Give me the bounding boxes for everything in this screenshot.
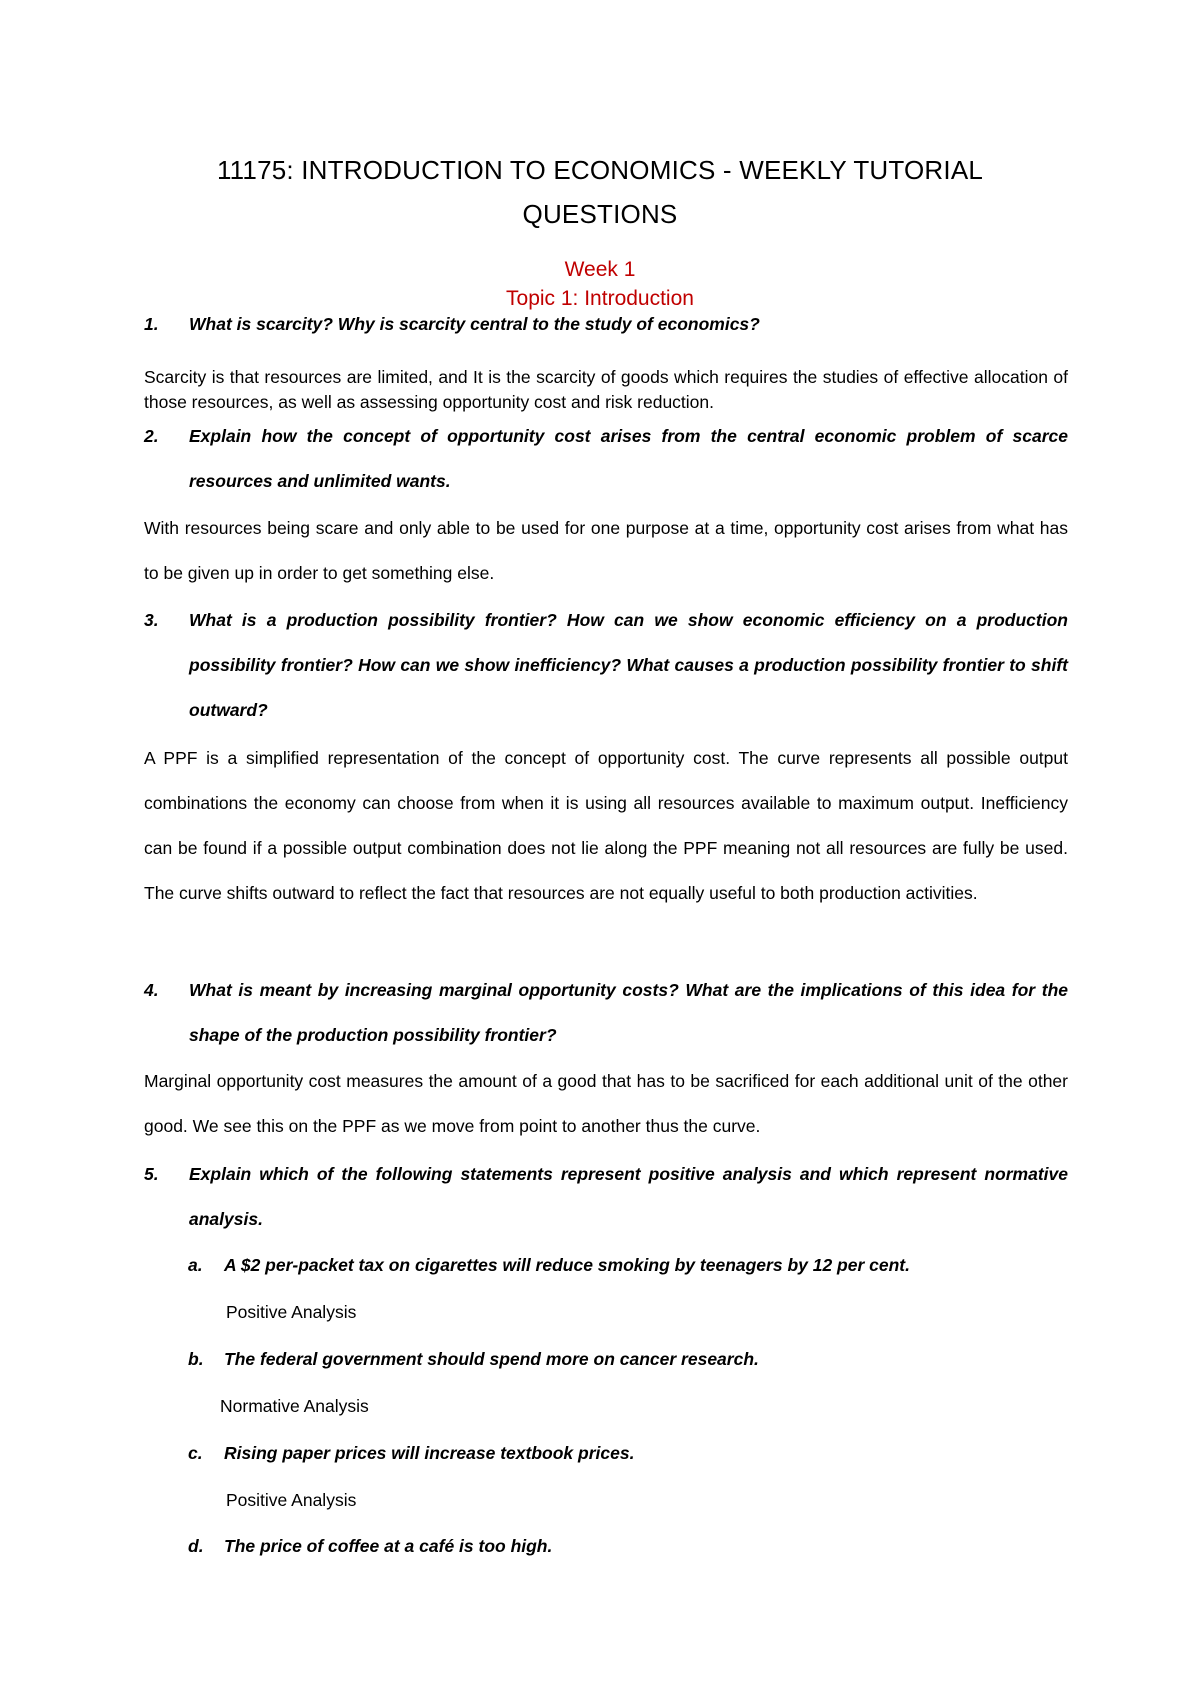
sub-question-text: A $2 per-packet tax on cigarettes will reduce smoking by teenagers by 12 per cent. bbox=[224, 1255, 910, 1275]
sub-answer-b: Normative Analysis bbox=[220, 1396, 369, 1416]
week-heading: Week 1 bbox=[564, 258, 636, 281]
question-number: 1. bbox=[144, 314, 159, 334]
sub-question-letter: c. bbox=[188, 1443, 203, 1463]
answer-4: Marginal opportunity cost measures the amount of a good that has to be sacrificed for each additional unit of the other good. We see this on the PPF as we move from point to another thus the curve. bbox=[144, 1071, 1068, 1136]
question-number: 4. bbox=[144, 980, 159, 1000]
sub-question-a bbox=[188, 1252, 1068, 1278]
question-1 bbox=[144, 311, 1068, 337]
sub-question-text: Rising paper prices will increase textbook prices. bbox=[224, 1443, 635, 1463]
question-text: What is a production possibility frontier? How can we show economic efficiency on a production possibility frontier? How can we show inefficiency? What causes a production possibility frontier to shift outward? bbox=[189, 610, 1068, 720]
question-3 bbox=[144, 598, 1068, 733]
sub-question-letter: d. bbox=[188, 1536, 204, 1556]
answer-3: A PPF is a simplified representation of the concept of opportunity cost. The curve represents all possible output combinations the economy can choose from when it is using all resources available to maximum output. Inefficiency can be found if a possible output combination does not lie along the PPF meaning not all resources are fully be used. The curve shifts outward to reflect the fact that resources are not equally useful to both production activities. bbox=[144, 748, 1068, 903]
answer-1: Scarcity is that resources are limited, and It is the scarcity of goods which requires the studies of effective allocation of those resources, as well as assessing opportunity cost and risk reduction. bbox=[144, 367, 1068, 412]
question-number: 3. bbox=[144, 610, 159, 630]
sub-question-letter: a. bbox=[188, 1255, 203, 1275]
page-title: 11175: INTRODUCTION TO ECONOMICS - WEEKLY TUTORIAL QUESTIONS bbox=[216, 155, 984, 229]
question-text: Explain how the concept of opportunity cost arises from the central economic problem of scarce resources and unlimited wants. bbox=[189, 426, 1068, 491]
topic-heading: Topic 1: Introduction bbox=[506, 287, 694, 310]
sub-question-text: The federal government should spend more on cancer research. bbox=[224, 1349, 759, 1369]
question-number: 5. bbox=[144, 1164, 159, 1184]
sub-question-d bbox=[188, 1533, 1068, 1559]
sub-question-text: The price of coffee at a café is too high. bbox=[224, 1536, 553, 1556]
question-2 bbox=[144, 414, 1068, 504]
question-text: What is scarcity? Why is scarcity central to the study of economics? bbox=[189, 314, 760, 334]
question-text: What is meant by increasing marginal opportunity costs? What are the implications of this idea for the shape of the production possibility frontier? bbox=[189, 980, 1068, 1045]
question-number: 2. bbox=[144, 426, 159, 446]
sub-answer-a: Positive Analysis bbox=[226, 1302, 357, 1322]
sub-answer-c: Positive Analysis bbox=[226, 1490, 357, 1510]
sub-question-b bbox=[188, 1346, 1068, 1372]
question-4 bbox=[144, 968, 1068, 1058]
question-5 bbox=[144, 1152, 1068, 1242]
sub-question-letter: b. bbox=[188, 1349, 204, 1369]
sub-question-c bbox=[188, 1440, 1068, 1466]
answer-2: With resources being scare and only able to be used for one purpose at a time, opportunity cost arises from what has to be given up in order to get something else. bbox=[144, 518, 1068, 583]
question-text: Explain which of the following statements represent positive analysis and which represent normative analysis. bbox=[189, 1164, 1068, 1229]
